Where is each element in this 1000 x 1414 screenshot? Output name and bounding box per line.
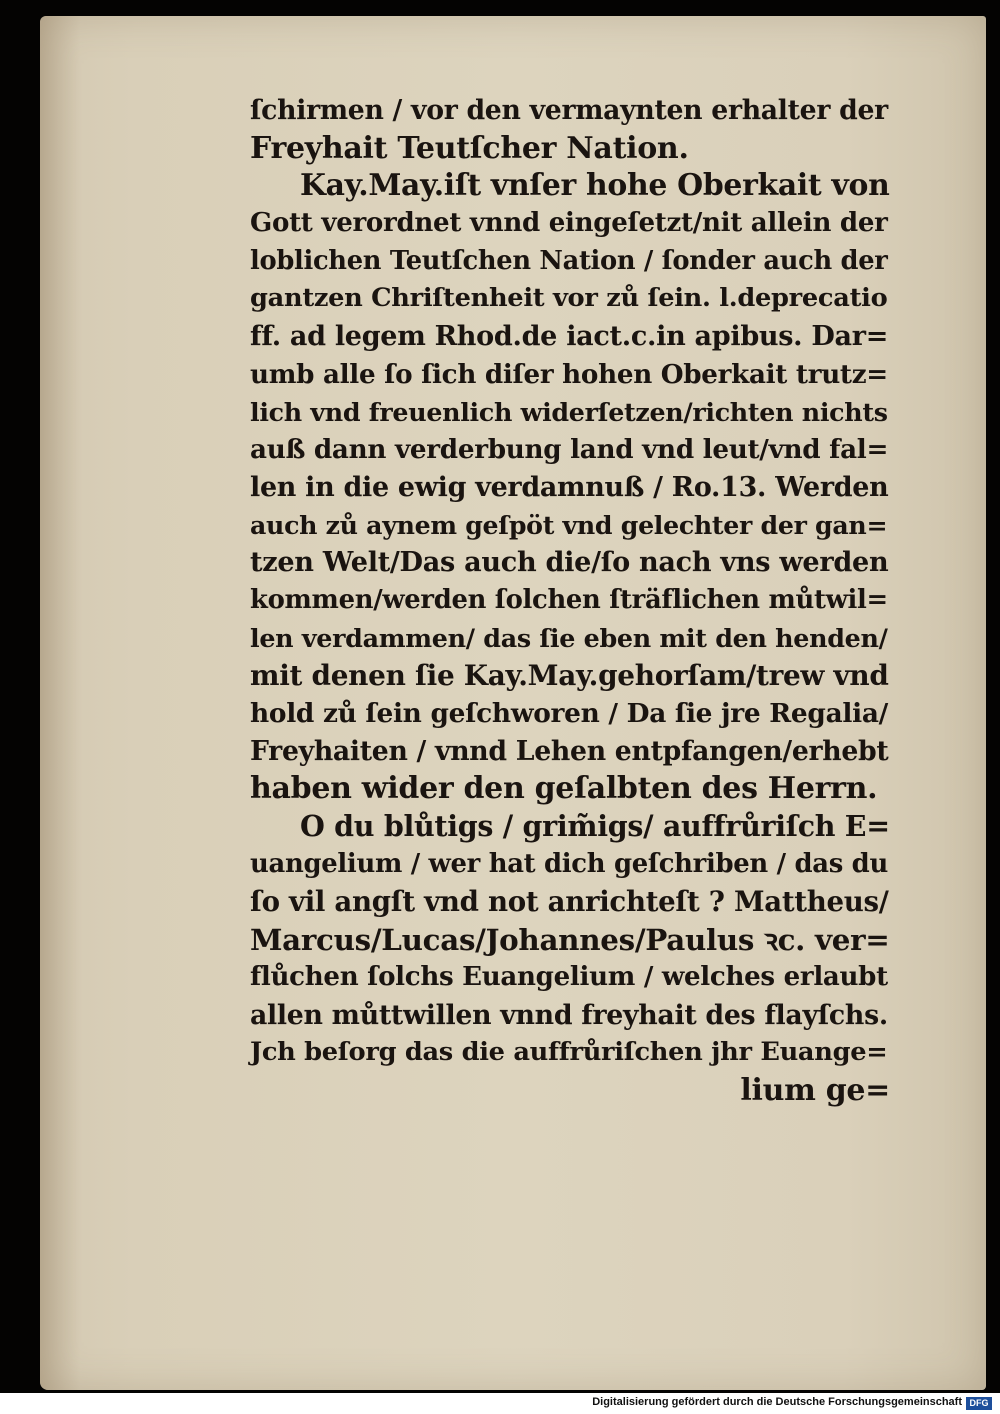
text-line-23: Marcus/Lucas/Johannes/Paulus ꝛc. ver= bbox=[250, 922, 890, 958]
text-line-7: ff. ad legem Rhod.de iact.c.in apibus. Dar= bbox=[250, 321, 889, 353]
text-line-11: len in die ewig verdamnuß / Ro.13. Werden bbox=[250, 471, 889, 503]
text-line-24: flůchen ſolchs Euangelium / welches erlaubt bbox=[250, 961, 888, 992]
text-line-6: gantzen Chriſtenheit vor zů ſein. l.deprecatio bbox=[250, 283, 888, 314]
text-line-10: auß dann verderbung land vnd leut/vnd fal= bbox=[250, 434, 889, 466]
text-line-21: uangelium / wer hat dich geſchriben / das du bbox=[250, 848, 888, 879]
text-line-8: umb alle ſo ſich diſer hohen Oberkait trutz= bbox=[250, 358, 888, 390]
text-line-12: auch zů aynem geſpöt vnd gelechter der gan= bbox=[250, 509, 888, 540]
text-line-15: len verdammen/ das ſie eben mit den henden/ bbox=[250, 622, 888, 653]
text-line-22: ſo vil angſt vnd not anrichteſt ? Mattheus/ bbox=[250, 885, 889, 919]
text-line-3: Kay.May.iſt vnſer hohe Oberkait von bbox=[300, 168, 890, 204]
text-line-19: haben wider den geſalbten des Herrn. bbox=[250, 771, 878, 807]
footer-bar bbox=[0, 1393, 1000, 1414]
text-line-5: loblichen Teutſchen Nation / ſonder auch der bbox=[250, 245, 888, 276]
text-line-14: kommen/werden ſolchen ſträflichen můtwil= bbox=[250, 584, 888, 615]
dfg-logo: DFG bbox=[966, 1397, 992, 1410]
text-line-16: mit denen ſie Kay.May.gehorſam/trew vnd bbox=[250, 659, 889, 693]
text-line-1: ſchirmen / vor den vermaynten erhalter der bbox=[250, 95, 888, 126]
text-line-25: allen můttwillen vnnd freyhait des flayſchs. bbox=[250, 999, 888, 1031]
text-line-2: Freyhait Teutſcher Nation. bbox=[250, 130, 689, 166]
text-line-13: tzen Welt/Das auch die/ſo nach vns werden bbox=[250, 547, 889, 579]
text-line-18: Freyhaiten / vnnd Lehen entpfangen/erhebt bbox=[250, 735, 889, 767]
text-line-9: lich vnd freuenlich widerſetzen/richten nichts bbox=[250, 396, 888, 427]
text-line-20: O du blůtigs / grim̃igs/ auffrůriſch E= bbox=[300, 809, 890, 844]
funding-notice: Digitalisierung gefördert durch die Deutsche Forschungsgemeinschaft bbox=[592, 1396, 962, 1408]
text-line-4: Gott verordnet vnnd eingeſetzt/nit allein der bbox=[250, 208, 888, 239]
text-line-26: Jch beſorg das die auffrůriſchen jhr Euange= bbox=[250, 1037, 888, 1068]
page-text bbox=[250, 92, 890, 1110]
catchword: lium ge= bbox=[740, 1072, 890, 1108]
text-line-17: hold zů ſein geſchworen / Da ſie jre Regalia/ bbox=[250, 698, 888, 729]
